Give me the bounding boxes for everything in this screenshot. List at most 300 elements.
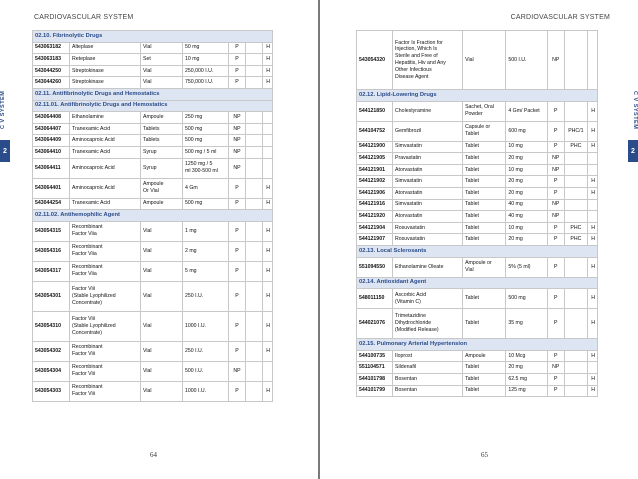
phc-flag xyxy=(565,350,588,362)
drug-name-line: Disease Agent xyxy=(395,73,429,80)
phc-flag xyxy=(246,221,263,241)
drug-name xyxy=(70,123,141,135)
dosage-form-line: Tablet xyxy=(465,224,479,231)
item-code: 544121902 xyxy=(357,176,393,188)
drug-name xyxy=(70,361,141,381)
hospital-flag: H xyxy=(263,54,273,66)
prescription-status: P xyxy=(547,234,565,246)
strength xyxy=(506,234,547,246)
hospital-flag xyxy=(263,123,273,135)
prescription-status: P xyxy=(229,221,246,241)
hospital-flag: H xyxy=(587,141,597,153)
strength-line: 62.5 mg xyxy=(508,375,528,382)
prescription-status: P xyxy=(229,42,246,54)
item-code: 544104752 xyxy=(357,121,393,141)
item-code: 543044254 xyxy=(33,198,70,210)
drug-name xyxy=(70,146,141,158)
prescription-status: P xyxy=(547,176,565,188)
item-code: 544121906 xyxy=(357,187,393,199)
dosage-form xyxy=(463,234,506,246)
section-title: 02.11. Antifibrinolytic Drugs and Hemostatics xyxy=(33,88,273,100)
drug-name-line: Recombinant xyxy=(72,344,103,351)
drug-name xyxy=(393,362,463,374)
drug-name-line: Ethanolamine Oleate xyxy=(395,263,444,270)
hospital-flag xyxy=(587,211,597,223)
prescription-status: P xyxy=(547,350,565,362)
phc-flag xyxy=(565,31,588,90)
hospital-flag xyxy=(587,362,597,374)
dosage-form xyxy=(141,221,183,241)
drug-name xyxy=(393,289,463,309)
strength xyxy=(506,362,547,374)
strength-line: 4 Gm xyxy=(185,184,198,191)
dosage-form xyxy=(463,187,506,199)
table-row xyxy=(33,221,273,241)
phc-flag xyxy=(246,178,263,198)
table-row xyxy=(357,257,598,277)
strength-line: 250 I.U. xyxy=(185,347,204,354)
prescription-status: NP xyxy=(547,211,565,223)
table-row xyxy=(357,187,598,199)
section-title: 02.14. Antioxidant Agent xyxy=(357,277,598,289)
drug-name-line: Aminocaproic Acid xyxy=(72,137,115,144)
prescription-status: P xyxy=(229,54,246,66)
phc-flag xyxy=(246,77,263,89)
strength-line: 250 I.U. xyxy=(185,292,204,299)
hospital-flag: H xyxy=(263,261,273,281)
table-row xyxy=(33,311,273,341)
dosage-form-line: Vial xyxy=(143,387,152,394)
drug-name-line: (Stable Lyophilized xyxy=(72,322,116,329)
table-row xyxy=(33,65,273,77)
item-code: 543064411 xyxy=(33,158,70,178)
strength-line: 40 mg xyxy=(508,213,523,220)
item-code: 543064407 xyxy=(33,123,70,135)
drug-name-line: Factor Viii xyxy=(72,351,95,358)
prescription-status: P xyxy=(229,381,246,401)
drug-name-line: Recombinant xyxy=(72,364,103,371)
dosage-form xyxy=(463,309,506,339)
strength-line: 500 mg / 5 ml xyxy=(185,148,217,155)
drug-name xyxy=(70,65,141,77)
phc-flag xyxy=(246,361,263,381)
phc-flag xyxy=(565,187,588,199)
strength-line: ml 300-500 ml xyxy=(185,168,218,175)
dosage-form-line: Vial xyxy=(465,56,474,63)
right-page xyxy=(320,0,638,479)
drug-name xyxy=(70,178,141,198)
table-row xyxy=(33,146,273,158)
section-title: 02.10. Fibrinolytic Drugs xyxy=(33,31,273,43)
table-row xyxy=(357,153,598,165)
dosage-form-line: Tablet xyxy=(465,143,479,150)
section-heading-row xyxy=(33,210,273,222)
drug-name-line: Bosentan xyxy=(395,387,417,394)
strength xyxy=(506,373,547,385)
section-heading-row xyxy=(33,100,273,112)
drug-name-line: Concentrate) xyxy=(72,329,102,336)
dosage-form-line: Vial xyxy=(143,267,152,274)
hospital-flag: H xyxy=(587,121,597,141)
strength-line: 5% (5 ml) xyxy=(508,263,531,270)
hospital-flag: H xyxy=(263,42,273,54)
strength xyxy=(183,361,229,381)
strength xyxy=(506,257,547,277)
item-code: 543054303 xyxy=(33,381,70,401)
drug-name xyxy=(393,373,463,385)
table-row xyxy=(33,341,273,361)
drug-name-line: Streptokinase xyxy=(72,79,104,86)
phc-flag xyxy=(246,112,263,124)
phc-flag xyxy=(246,261,263,281)
item-code: 543064409 xyxy=(33,135,70,147)
item-code: 543044260 xyxy=(33,77,70,89)
drug-name-line: Recombinant xyxy=(72,264,103,271)
section-title: 02.13. Local Sclerosants xyxy=(357,245,598,257)
drug-name xyxy=(393,309,463,339)
dosage-form-line: Vial xyxy=(465,267,474,274)
drug-name xyxy=(393,199,463,211)
item-code: 543054302 xyxy=(33,341,70,361)
drug-name xyxy=(393,101,463,121)
table-row xyxy=(33,381,273,401)
table-row xyxy=(357,31,598,90)
strength-line: 250 mg xyxy=(185,114,203,121)
hospital-flag: H xyxy=(263,178,273,198)
dosage-form-line: Vial xyxy=(143,322,152,329)
drug-name-line: Recombinant xyxy=(72,224,103,231)
item-code: 544101799 xyxy=(357,385,393,397)
side-tab-label: C V SYSTEM xyxy=(632,90,638,130)
phc-flag: PHC xyxy=(565,234,588,246)
prescription-status: NP xyxy=(547,153,565,165)
dosage-form-line: Tablet xyxy=(465,201,479,208)
dosage-form-line: Vial xyxy=(143,227,152,234)
hospital-flag: H xyxy=(587,187,597,199)
strength xyxy=(506,176,547,188)
phc-flag xyxy=(565,211,588,223)
dosage-form xyxy=(141,123,183,135)
drug-name-line: Sildenafil xyxy=(395,364,417,371)
table-row xyxy=(357,309,598,339)
prescription-status: P xyxy=(229,178,246,198)
phc-flag xyxy=(246,198,263,210)
hospital-flag: H xyxy=(587,222,597,234)
hospital-flag: H xyxy=(587,309,597,339)
side-tab-number: 2 xyxy=(628,140,638,162)
hospital-flag xyxy=(587,199,597,211)
page-number: 65 xyxy=(481,451,488,459)
table-row xyxy=(33,261,273,281)
strength-line: 1 mg xyxy=(185,227,197,234)
drug-name xyxy=(70,381,141,401)
drug-name xyxy=(393,385,463,397)
section-heading-row xyxy=(357,245,598,257)
prescription-status: P xyxy=(547,257,565,277)
strength xyxy=(183,65,229,77)
table-row xyxy=(357,350,598,362)
strength-line: 500 I.U. xyxy=(185,367,204,374)
hospital-flag: H xyxy=(263,77,273,89)
drug-name-line: Factor Viii xyxy=(72,316,95,323)
drug-name-line: Simvastatin xyxy=(395,201,422,208)
table-row xyxy=(357,234,598,246)
section-title: 02.15. Pulmonary Arterial Hypertension xyxy=(357,339,598,351)
dosage-form-line: Vial xyxy=(143,247,152,254)
drug-name-line: Simvastatin xyxy=(395,143,422,150)
strength-line: 500 mg xyxy=(185,125,203,132)
dosage-form-line: Sachet, Oral xyxy=(465,104,494,111)
hospital-flag xyxy=(263,112,273,124)
prescription-status: NP xyxy=(229,146,246,158)
strength-line: 35 mg xyxy=(508,320,523,327)
strength xyxy=(506,289,547,309)
prescription-status: P xyxy=(229,261,246,281)
drug-name xyxy=(393,141,463,153)
strength-line: 500 mg xyxy=(185,200,203,207)
dosage-form xyxy=(141,135,183,147)
strength xyxy=(183,341,229,361)
strength-line: 10 mg xyxy=(185,56,200,63)
phc-flag xyxy=(246,241,263,261)
hospital-flag: H xyxy=(263,241,273,261)
dosage-form-line: Tablet xyxy=(465,375,479,382)
hospital-flag xyxy=(587,31,597,90)
dosage-form xyxy=(141,178,183,198)
drug-name-line: Streptokinase xyxy=(72,67,104,74)
drug-name xyxy=(393,222,463,234)
drug-name-line: Iloprost xyxy=(395,352,413,359)
dosage-form xyxy=(463,141,506,153)
strength-line: 1000 I.U. xyxy=(185,322,207,329)
drug-name xyxy=(70,221,141,241)
table-row xyxy=(33,198,273,210)
strength-line: 500 I.U. xyxy=(508,56,527,63)
table-row xyxy=(33,158,273,178)
drug-name-line: Aminocaproic Acid xyxy=(72,164,115,171)
item-code: 551094550 xyxy=(357,257,393,277)
phc-flag: PHC xyxy=(565,222,588,234)
phc-flag xyxy=(246,146,263,158)
table-row xyxy=(357,199,598,211)
strength-line: 40 mg xyxy=(508,201,523,208)
phc-flag xyxy=(565,176,588,188)
drug-name xyxy=(70,261,141,281)
dosage-form-line: Tablets xyxy=(143,137,160,144)
hospital-flag: H xyxy=(263,341,273,361)
prescription-status: P xyxy=(547,141,565,153)
prescription-status: NP xyxy=(229,112,246,124)
drug-name-line: Recombinant xyxy=(72,244,103,251)
strength-line: 20 mg xyxy=(508,364,523,371)
strength-line: 500 mg xyxy=(185,137,203,144)
drug-name-line: Other Infectious xyxy=(395,66,432,73)
dosage-form xyxy=(141,65,183,77)
drug-name-line: Ethanolamine xyxy=(72,114,104,121)
drug-name xyxy=(393,257,463,277)
phc-flag xyxy=(246,341,263,361)
dosage-form-line: Tablet xyxy=(465,166,479,173)
dosage-form-line: Tablet xyxy=(465,364,479,371)
item-code: 543054315 xyxy=(33,221,70,241)
prescription-status: NP xyxy=(547,199,565,211)
dosage-form xyxy=(463,164,506,176)
dosage-form xyxy=(141,42,183,54)
table-row xyxy=(357,289,598,309)
item-code: 543064401 xyxy=(33,178,70,198)
table-row xyxy=(357,176,598,188)
side-tab-number: 2 xyxy=(0,140,10,162)
dosage-form xyxy=(463,350,506,362)
hospital-flag xyxy=(263,135,273,147)
dosage-form xyxy=(141,112,183,124)
strength xyxy=(183,123,229,135)
drug-name xyxy=(393,153,463,165)
drug-name-line: Cholestyramine xyxy=(395,107,432,114)
strength-line: 750,000 I.U. xyxy=(185,79,214,86)
strength-line: 20 mg xyxy=(508,189,523,196)
drug-name xyxy=(393,187,463,199)
drug-name-line: Rosuvastatin xyxy=(395,236,426,243)
hospital-flag: H xyxy=(587,385,597,397)
item-code: 551104571 xyxy=(357,362,393,374)
prescription-status: P xyxy=(547,289,565,309)
drug-name-line: Sterile and Free of xyxy=(395,53,438,60)
dosage-form xyxy=(141,261,183,281)
prescription-status: NP xyxy=(547,362,565,374)
table-row xyxy=(357,373,598,385)
dosage-form-line: Ampoule xyxy=(143,114,164,121)
dosage-form-line: Tablet xyxy=(465,213,479,220)
item-code: 543063182 xyxy=(33,42,70,54)
prescription-status: NP xyxy=(229,135,246,147)
strength-line: 4 Gm/ Packet xyxy=(508,107,540,114)
item-code: 543063183 xyxy=(33,54,70,66)
drug-name-line: Concentrate) xyxy=(72,299,102,306)
phc-flag: PHC xyxy=(565,141,588,153)
item-code: 544121850 xyxy=(357,101,393,121)
strength-line: 20 mg xyxy=(508,236,523,243)
item-code: 544021076 xyxy=(357,309,393,339)
phc-flag xyxy=(565,373,588,385)
phc-flag xyxy=(565,164,588,176)
strength-line: 10 Mcg xyxy=(508,352,526,359)
strength-line: 20 mg xyxy=(508,178,523,185)
prescription-status: NP xyxy=(547,164,565,176)
table-row xyxy=(33,54,273,66)
page-header: CARDIOVASCULAR SYSTEM xyxy=(34,14,134,21)
drug-name xyxy=(393,31,463,90)
table-row xyxy=(33,178,273,198)
drug-name-line: Factor Viii xyxy=(72,286,95,293)
item-code: 543054301 xyxy=(33,281,70,311)
phc-flag xyxy=(246,65,263,77)
dosage-form-line: Ampoule xyxy=(143,200,164,207)
dosage-form-line: Tablet xyxy=(465,178,479,185)
strength xyxy=(506,199,547,211)
phc-flag xyxy=(246,54,263,66)
dosage-form xyxy=(463,121,506,141)
table-row xyxy=(357,121,598,141)
dosage-form-line: Tablet xyxy=(465,236,479,243)
dosage-form xyxy=(141,341,183,361)
strength xyxy=(183,241,229,261)
prescription-status: NP xyxy=(229,123,246,135)
table-row xyxy=(33,241,273,261)
dosage-form-line: Tablet xyxy=(465,295,479,302)
drug-name-line: Atorvastatin xyxy=(395,189,423,196)
table-row xyxy=(33,42,273,54)
hospital-flag: H xyxy=(263,311,273,341)
dosage-form xyxy=(463,101,506,121)
hospital-flag: H xyxy=(263,65,273,77)
drug-table xyxy=(356,30,598,397)
dosage-form xyxy=(463,31,506,90)
prescription-status: P xyxy=(229,241,246,261)
section-title: 02.11.01. Antifibrinolytic Drugs and Hemostatics xyxy=(33,100,273,112)
strength-line: 5 mg xyxy=(185,267,197,274)
strength xyxy=(183,42,229,54)
dosage-form xyxy=(141,381,183,401)
dosage-form-line: Syrup xyxy=(143,148,157,155)
drug-name xyxy=(70,311,141,341)
dosage-form-line: Tablet xyxy=(465,387,479,394)
drug-name-line: Tranexamic Acid xyxy=(72,125,111,132)
strength xyxy=(506,153,547,165)
phc-flag xyxy=(565,257,588,277)
table-row xyxy=(33,123,273,135)
strength xyxy=(183,54,229,66)
drug-name xyxy=(70,54,141,66)
strength-line: 1250 mg / 5 xyxy=(185,161,213,168)
hospital-flag: H xyxy=(587,350,597,362)
strength-line: 600 mg xyxy=(508,127,526,134)
dosage-form xyxy=(463,362,506,374)
hospital-flag: H xyxy=(263,221,273,241)
strength xyxy=(183,135,229,147)
drug-name xyxy=(393,350,463,362)
phc-flag xyxy=(246,135,263,147)
strength xyxy=(183,112,229,124)
strength-line: 10 mg xyxy=(508,166,523,173)
dosage-form xyxy=(463,222,506,234)
dosage-form xyxy=(463,373,506,385)
section-heading-row xyxy=(357,90,598,102)
dosage-form-line: Powder xyxy=(465,111,483,118)
phc-flag xyxy=(565,362,588,374)
drug-name-line: Pravastatin xyxy=(395,155,421,162)
drug-name xyxy=(70,198,141,210)
table-row xyxy=(357,141,598,153)
dosage-form xyxy=(463,289,506,309)
section-side-tab xyxy=(0,80,10,178)
item-code: 544121907 xyxy=(357,234,393,246)
drug-name-line: Factor Viia xyxy=(72,231,97,238)
strength xyxy=(183,311,229,341)
prescription-status: P xyxy=(547,309,565,339)
drug-name xyxy=(70,112,141,124)
dosage-form xyxy=(141,77,183,89)
item-code: 543064408 xyxy=(33,112,70,124)
table-row xyxy=(33,281,273,311)
drug-name-line: Dihydrochloride xyxy=(395,320,432,327)
hospital-flag: H xyxy=(587,234,597,246)
phc-flag xyxy=(246,381,263,401)
item-code: 544121916 xyxy=(357,199,393,211)
strength xyxy=(506,121,547,141)
prescription-status: NP xyxy=(547,31,565,90)
hospital-flag: H xyxy=(263,281,273,311)
